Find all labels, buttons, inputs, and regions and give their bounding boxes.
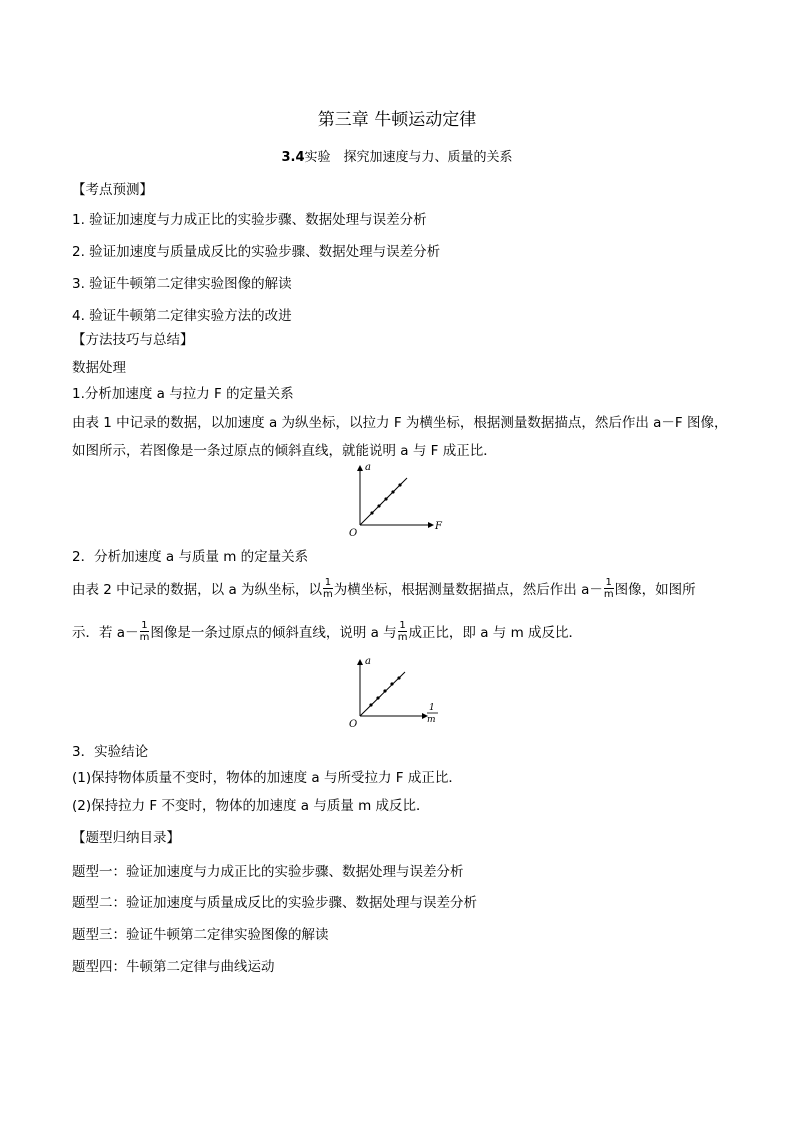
fraction-1-over-m: $\frac{1}{m}$ xyxy=(323,576,333,600)
origin-label: O xyxy=(349,719,358,730)
y-axis-label: a xyxy=(365,656,371,667)
data-point xyxy=(377,504,380,507)
x-axis-label: F xyxy=(435,521,442,532)
exam-point-3: 3. 验证牛顿第二定律实验图像的解读 xyxy=(72,276,292,292)
part1-title: 1.分析加速度 a 与拉力 F 的定量关系 xyxy=(72,386,294,402)
exam-points-heading: 【考点预测】 xyxy=(72,182,153,198)
x-axis-label-numerator: 1 xyxy=(429,703,435,713)
conclusion-1: (1)保持物体质量不变时，物体的加速度 a 与所受拉力 F 成正比． xyxy=(72,770,462,786)
data-processing-label: 数据处理 xyxy=(72,360,126,376)
exam-point-2: 2. 验证加速度与质量成反比的实验步骤、数据处理与误差分析 xyxy=(72,244,441,260)
data-point xyxy=(390,682,393,685)
exam-point-4: 4. 验证牛顿第二定律实验方法的改进 xyxy=(72,308,292,324)
conclusion-2: (2)保持拉力 F 不变时，物体的加速度 a 与质量 m 成反比． xyxy=(72,798,430,814)
y-axis-label: a xyxy=(365,462,371,473)
data-point xyxy=(370,511,373,514)
data-point xyxy=(376,696,379,699)
section-title xyxy=(0,146,794,165)
catalog-item-1: 题型一：验证加速度与力成正比的实验步骤、数据处理与误差分析 xyxy=(72,864,464,880)
data-point xyxy=(369,703,372,706)
catalog-item-2: 题型二：验证加速度与质量成反比的实验步骤、数据处理与误差分析 xyxy=(72,895,477,911)
origin-label: O xyxy=(349,528,358,538)
fraction-1-over-m: $\frac{1}{m}$ xyxy=(397,619,408,643)
data-point xyxy=(398,483,401,486)
part3-title: 3．实验结论 xyxy=(72,744,149,760)
exam-point-1: 1. 验证加速度与力成正比的实验步骤、数据处理与误差分析 xyxy=(72,212,427,228)
catalog-item-4: 题型四：牛顿第二定律与曲线运动 xyxy=(72,959,275,975)
graph-a-vs-F xyxy=(345,458,450,538)
graph-a-vs-inverse-m xyxy=(345,652,450,732)
part1-line1: 由表 1 中记录的数据，以加速度 a 为纵坐标，以拉力 F 为横坐标，根据测量数据描点，然后作出 a－F 图像， xyxy=(72,415,728,431)
data-point xyxy=(391,490,394,493)
fraction-1-over-m: $\frac{1}{m}$ xyxy=(603,576,614,600)
x-axis-label-denominator: m xyxy=(427,715,436,725)
data-point xyxy=(383,689,386,692)
part2-line2: 示．若 a－ $\frac{1}{m}$ 图像是一条过原点的倾斜直线，说明 a 与 $\frac{1}{m}$ 成正比，即 a 与 m 成反比． xyxy=(72,619,583,643)
chapter-title: 第三章 牛顿运动定律 xyxy=(317,110,477,130)
section-title-text: 实验 探究加速度与力、质量的关系 xyxy=(304,150,513,165)
part2-title: 2．分析加速度 a 与质量 m 的定量关系 xyxy=(72,549,309,565)
section-number: 3.4 xyxy=(281,150,305,165)
part2-line1: 由表 2 中记录的数据，以 a 为纵坐标，以 $\frac{1}{m}$ 为横坐标，根据测量数据描点，然后作出 a－ $\frac{1}{m}$ 图像，如图所 xyxy=(72,576,696,600)
data-point xyxy=(397,676,400,679)
fraction-1-over-m: $\frac{1}{m}$ xyxy=(139,619,150,643)
part1-line2: 如图所示，若图像是一条过原点的倾斜直线，就能说明 a 与 F 成正比． xyxy=(72,443,497,459)
catalog-item-3: 题型三：验证牛顿第二定律实验图像的解读 xyxy=(72,927,329,943)
methods-heading: 【方法技巧与总结】 xyxy=(72,332,194,348)
catalog-heading: 【题型归纳目录】 xyxy=(72,830,180,846)
data-point xyxy=(384,497,387,500)
